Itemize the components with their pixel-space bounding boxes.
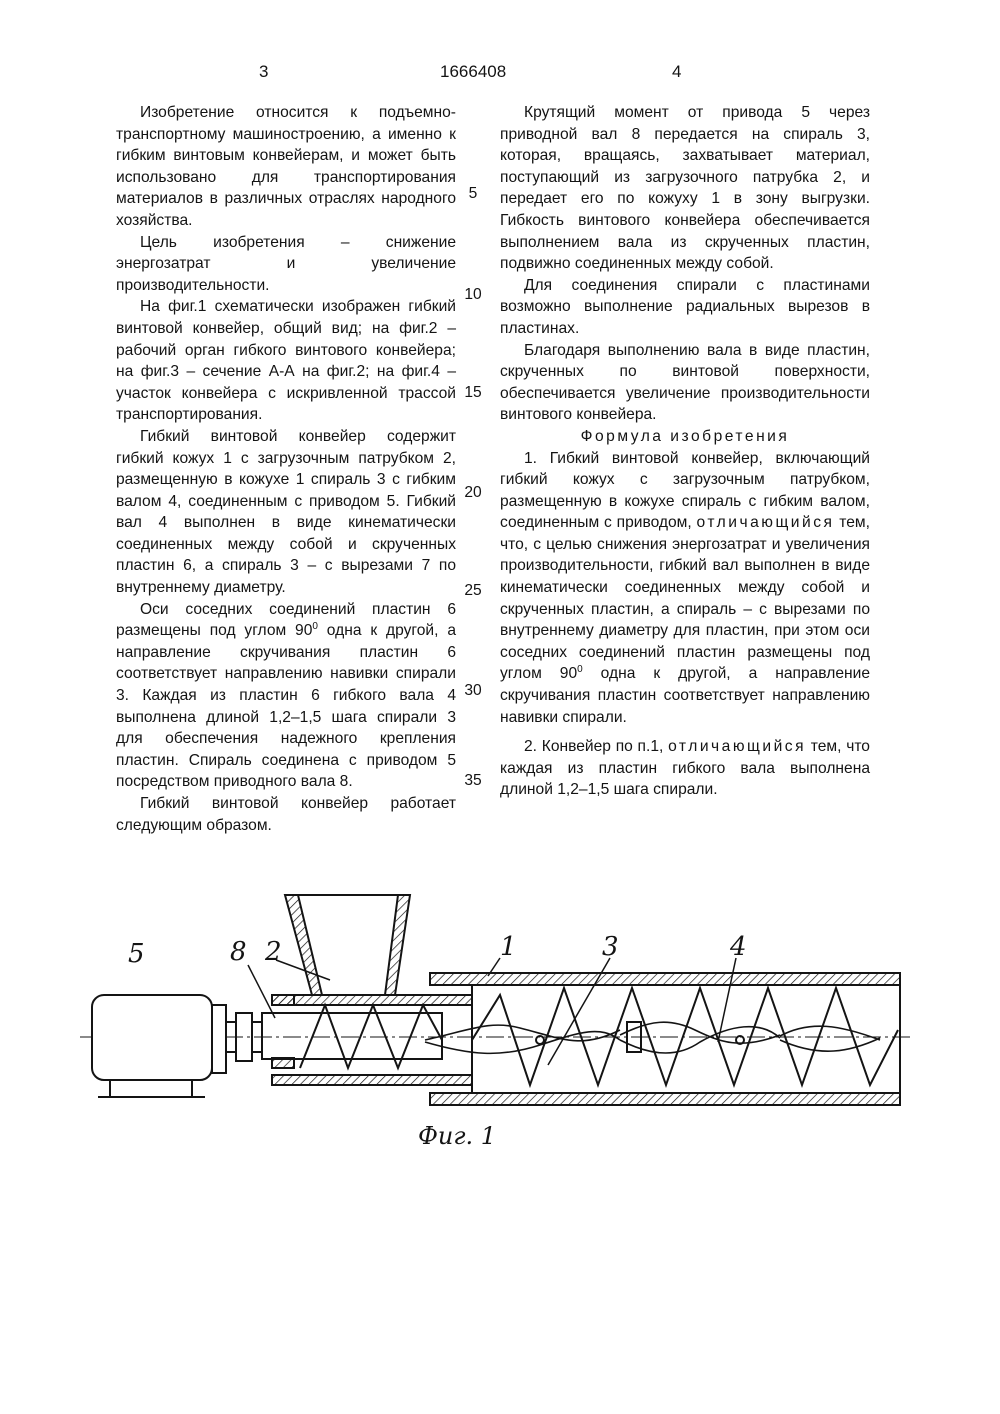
claim-text: тем, что, с целью снижения энергозатрат и увеличения производительности, гибкий вал выполнен в виде кинематически соединенных между собой и скрученных пластин, а спираль – с вырезами по внутреннему диаметру для пластин, при этом оси соседних соединений пластин размещены под углом 90: [500, 514, 870, 683]
figure-caption: Фиг. 1: [418, 1122, 497, 1150]
label-flex-shaft: 4: [730, 932, 747, 962]
page-number-left: 3: [259, 62, 269, 81]
label-casing: 1: [500, 932, 517, 962]
conveyor-figure: [80, 880, 920, 1120]
claims-heading: Формула изобретения: [580, 427, 790, 445]
right-column: [500, 102, 870, 801]
paragraph-text: Оси соседних соединений пластин 6 размещены под углом 90: [116, 600, 456, 640]
leader-line: [248, 965, 275, 1018]
paragraph: Цель изобретения – снижение энергозатрат и увеличение производительности.: [116, 233, 456, 294]
page-number-right: 4: [672, 62, 682, 81]
patent-number: 1666408: [440, 62, 507, 81]
paragraph: Крутящий момент от привода 5 через приводной вал 8 передается на спираль 3, которая, вращаясь, захватывает материал, поступающий из загрузочного патрубка 2, и передает его по кожуху 1 в зону выгрузки. Гибкость винтового конвейера обеспечивается выполнением вала из скрученных пластин, подвижно соединенных между собой.: [500, 104, 870, 273]
claim-text: 1. Гибкий винтовой конвейер, включающий гибкий кожух с загрузочным патрубком, размещенную в кожухе спираль с гибким валом, соединенным с приводом,: [500, 449, 870, 532]
claim-text: 2. Конвейер по п.1,: [524, 738, 664, 756]
label-motor: 5: [128, 939, 145, 969]
claim-1: [500, 448, 870, 729]
claim-keyword: отличающийся: [696, 514, 835, 532]
line-number: 15: [464, 384, 482, 401]
left-column: [116, 102, 456, 836]
line-number: 35: [464, 772, 482, 789]
paragraph: Для соединения спирали с пластинами возможно выполнение радиальных вырезов в пластинах.: [500, 276, 870, 337]
degree-superscript: 0: [577, 664, 583, 676]
line-number: 20: [464, 484, 482, 501]
label-drive-shaft: 8: [230, 937, 247, 967]
claim-2: [500, 736, 870, 801]
paragraph: На фиг.1 схематически изображен гибкий винтовой конвейер, общий вид; на фиг.2 – рабочий орган гибкого винтового конвейера; на фиг.3 – сечение А-А на фиг.2; на фиг.4 – участок конвейера с искривленной трассой транспортирования.: [116, 298, 456, 424]
label-hopper: 2: [265, 937, 282, 967]
line-number: 5: [468, 185, 478, 202]
motor: [92, 995, 226, 1097]
line-number: 10: [464, 286, 482, 303]
paragraph: Гибкий винтовой конвейер работает следующим образом.: [116, 795, 456, 834]
flexible-casing: [430, 973, 900, 1105]
paragraph: [116, 599, 456, 793]
hopper: [285, 895, 410, 995]
claim-keyword: отличающийся: [668, 738, 807, 756]
line-number: 25: [464, 582, 482, 599]
claim-text: одна к другой, а направление скручивания пластин соответствует направлению навивки спирали.: [500, 665, 870, 726]
label-spiral: 3: [602, 932, 619, 962]
degree-superscript: 0: [312, 621, 318, 633]
line-number: 30: [464, 682, 482, 699]
paragraph-text: одна к другой, а направление скручивания пластин 6 соответствует направлению навивки спирали 3. Каждая из пластин 6 гибкого вала 4 выполнена длиной 1,2–1,5 шага спирали 3 для обеспечения надежного крепления пластин. Спираль соединена с приводом 5 посредством приводного вала 8.: [116, 622, 456, 791]
paragraph: Благодаря выполнению вала в виде пластин, скрученных по винтовой поверхности, обеспечивается увеличение производительности винтового конвейера.: [500, 341, 870, 424]
paragraph: Изобретение относится к подъемно-транспортному машиностроению, а именно к гибким винтовым конвейерам, и может быть использовано для транспортирования материалов в различных отраслях народного хозяйства.: [116, 104, 456, 229]
claim-text: тем, что каждая из пластин гибкого вала выполнена длиной 1,2–1,5 шага спирали.: [500, 738, 870, 799]
drive-shaft: [262, 1013, 442, 1059]
paragraph: Гибкий винтовой конвейер содержит гибкий кожух 1 с загрузочным патрубком 2, размещенную в кожухе 1 спираль 3 с гибким валом 4, соединенным с приводом 5. Гибкий вал 4 выполнен в виде кинематически соединенных между собой и скрученных пластин 6, а спираль 3 – с вырезами 7 по внутреннему диаметру.: [116, 427, 456, 597]
